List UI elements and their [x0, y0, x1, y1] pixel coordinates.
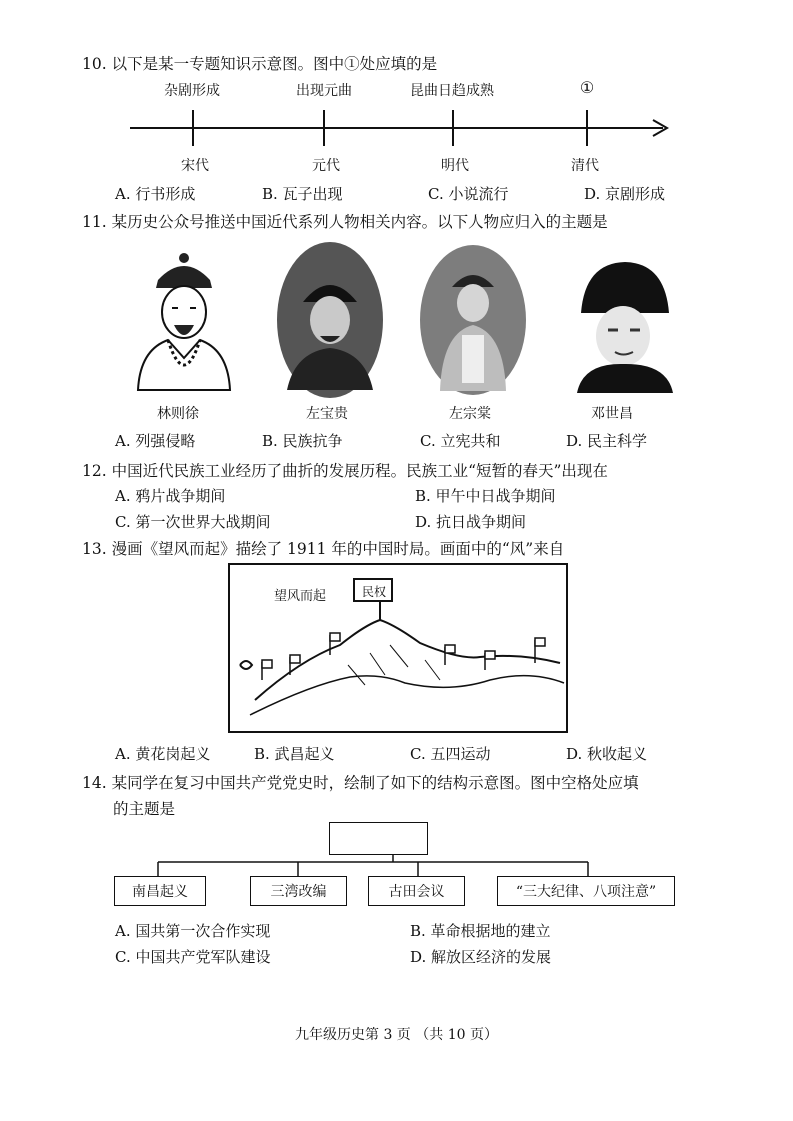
portrait-name: 左宗棠	[449, 406, 491, 422]
timeline-period: 明代	[441, 158, 469, 174]
portrait-deng-shichang	[575, 258, 675, 393]
q10-stem: 10. 以下是某一专题知识示意图。图中①处应填的是	[82, 55, 438, 73]
timeline-event: 昆曲日趋成熟	[410, 83, 494, 99]
q11-option-d: D. 民主科学	[566, 432, 648, 450]
portrait-lin-zexu	[128, 240, 240, 395]
timeline-event: 出现元曲	[296, 83, 352, 99]
q13-option-a: A. 黄花岗起义	[115, 745, 211, 763]
q12-option-a: A. 鸦片战争期间	[115, 487, 226, 505]
structure-blank-box	[329, 822, 428, 855]
structure-box: 三湾改编	[250, 876, 347, 906]
portrait-zuo-zongtang	[418, 243, 528, 398]
q14-option-d: D. 解放区经济的发展	[410, 948, 552, 966]
q13-option-b: B. 武昌起义	[254, 745, 335, 763]
q12-stem: 12. 中国近代民族工业经历了曲折的发展历程。民族工业“短暂的春天”出现在	[82, 462, 608, 480]
q11-option-b: B. 民族抗争	[262, 432, 343, 450]
structure-box: 古田会议	[368, 876, 465, 906]
timeline-period: 元代	[312, 158, 340, 174]
q12-option-d: D. 抗日战争期间	[415, 513, 527, 531]
structure-box: 南昌起义	[114, 876, 206, 906]
q13-stem: 13. 漫画《望风而起》描绘了 1911 年的中国时局。画面中的“风”来自	[82, 540, 565, 558]
q14-option-b: B. 革命根据地的建立	[410, 922, 551, 940]
cartoon-drawing	[230, 565, 566, 731]
portrait-zuo-baogui	[275, 240, 385, 400]
q11-stem: 11. 某历史公众号推送中国近代系列人物相关内容。以下人物应归入的主题是	[82, 213, 608, 231]
timeline-event: 杂剧形成	[164, 83, 220, 99]
q14-stem: 14. 某同学在复习中国共产党党史时，绘制了如下的结构示意图。图中空格处应填	[82, 774, 639, 792]
page-footer: 九年级历史第 3 页 （共 10 页）	[295, 1027, 498, 1043]
q13-option-c: C. 五四运动	[410, 745, 491, 763]
timeline-period: 宋代	[181, 158, 209, 174]
cartoon-frame	[228, 563, 568, 733]
timeline-event-blank: ①	[579, 78, 595, 97]
q11-option-c: C. 立宪共和	[420, 432, 501, 450]
q11-option-a: A. 列强侵略	[115, 432, 196, 450]
cartoon-title: 望风而起	[274, 589, 327, 604]
portrait-name: 邓世昌	[591, 406, 633, 422]
q14-option-c: C. 中国共产党军队建设	[115, 948, 271, 966]
timeline-period: 清代	[571, 158, 599, 174]
q12-option-c: C. 第一次世界大战期间	[115, 513, 271, 531]
structure-box: “三大纪律、八项注意”	[497, 876, 675, 906]
q10-option-d: D. 京剧形成	[584, 185, 666, 203]
q10-option-c: C. 小说流行	[428, 185, 509, 203]
portrait-name: 左宝贵	[306, 406, 348, 422]
timeline-axis	[125, 108, 675, 153]
q10-option-b: B. 瓦子出现	[262, 185, 343, 203]
q14-stem-continued: 的主题是	[113, 800, 176, 818]
q14-option-a: A. 国共第一次合作实现	[115, 922, 271, 940]
cartoon-flag-text: 民权	[361, 585, 386, 599]
q12-option-b: B. 甲午中日战争期间	[415, 487, 556, 505]
q10-option-a: A. 行书形成	[115, 185, 196, 203]
portrait-name: 林则徐	[157, 406, 199, 422]
q13-option-d: D. 秋收起义	[566, 745, 648, 763]
